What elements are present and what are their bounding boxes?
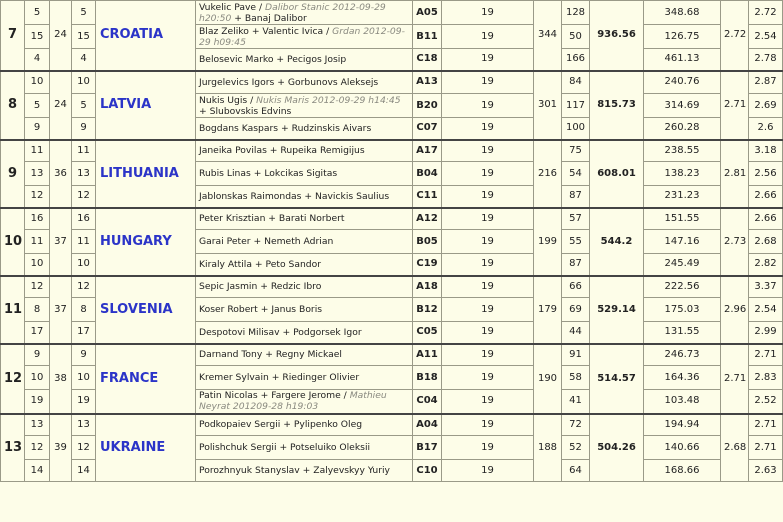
team-name: LATVIA bbox=[96, 71, 196, 140]
team-rank: 13 bbox=[1, 414, 25, 482]
pair-ratio: 3.37 bbox=[749, 276, 783, 298]
pair-seed: 13 bbox=[25, 162, 50, 186]
pair-score: 91 bbox=[562, 344, 590, 366]
pair-seed-2: 11 bbox=[72, 230, 96, 254]
pair-ratio: 2.82 bbox=[749, 254, 783, 276]
results-body bbox=[1, 1, 783, 482]
pair-score: 75 bbox=[562, 140, 590, 162]
pair-seed-2: 13 bbox=[72, 414, 96, 436]
pair-seed-2: 5 bbox=[72, 1, 96, 25]
team-sum: 344 bbox=[534, 1, 562, 71]
players-text: Koser Robert + Janus Boris bbox=[199, 304, 323, 315]
seat-code: A12 bbox=[413, 208, 442, 230]
pair-seed: 4 bbox=[25, 49, 50, 71]
pair-ratio: 2.66 bbox=[749, 186, 783, 208]
pair-points: 140.66 bbox=[644, 436, 721, 460]
pair-ratio: 3.18 bbox=[749, 140, 783, 162]
boards-count: 19 bbox=[442, 140, 534, 162]
team-total: 936.56 bbox=[590, 1, 644, 71]
pair-seed: 12 bbox=[25, 186, 50, 208]
team-sum: 188 bbox=[534, 414, 562, 482]
pair-players bbox=[196, 390, 413, 414]
substitution-note: Mathieu Neyrat 201209-28 h19:03 bbox=[199, 390, 387, 413]
players-text: Kiraly Attila + Peto Sandor bbox=[199, 258, 322, 270]
pair-seed-2: 12 bbox=[72, 436, 96, 460]
pair-score: 50 bbox=[562, 25, 590, 49]
team-rank: 8 bbox=[1, 71, 25, 140]
pair-score: 44 bbox=[562, 322, 590, 344]
pair-seed: 17 bbox=[25, 322, 50, 344]
pair-points: 138.23 bbox=[644, 162, 721, 186]
pair-points: 461.13 bbox=[644, 49, 721, 71]
pair-players bbox=[196, 276, 413, 298]
seat-code: C11 bbox=[413, 186, 442, 208]
boards-count: 19 bbox=[442, 1, 534, 25]
boards-count: 19 bbox=[442, 25, 534, 49]
pair-seed: 8 bbox=[25, 298, 50, 322]
team-bid: 37 bbox=[50, 208, 72, 276]
boards-count: 19 bbox=[442, 162, 534, 186]
pair-seed: 12 bbox=[25, 276, 50, 298]
players-text-2: + Slubovskis Edvins bbox=[199, 105, 292, 117]
pair-players bbox=[196, 162, 413, 186]
team-average: 2.68 bbox=[721, 414, 749, 482]
players-text: Garai Peter + Nemeth Adrian bbox=[199, 236, 334, 247]
pair-seed-2: 17 bbox=[72, 322, 96, 344]
pair-ratio: 2.66 bbox=[749, 208, 783, 230]
pair-ratio: 2.54 bbox=[749, 25, 783, 49]
seat-code: C18 bbox=[413, 49, 442, 71]
players-text: Sepic Jasmin + Redzic Ibro bbox=[199, 281, 322, 293]
seat-code: A17 bbox=[413, 140, 442, 162]
team-rank: 7 bbox=[1, 1, 25, 71]
pair-points: 246.73 bbox=[644, 344, 721, 366]
team-bid: 38 bbox=[50, 344, 72, 414]
seat-code: B05 bbox=[413, 230, 442, 254]
team-total: 504.26 bbox=[590, 414, 644, 482]
team-name: SLOVENIA bbox=[96, 276, 196, 344]
team-total: 815.73 bbox=[590, 71, 644, 140]
team-sum: 199 bbox=[534, 208, 562, 276]
team-total: 514.57 bbox=[590, 344, 644, 414]
pair-ratio: 2.69 bbox=[749, 94, 783, 118]
pair-players bbox=[196, 254, 413, 276]
pair-points: 126.75 bbox=[644, 25, 721, 49]
seat-code: B11 bbox=[413, 25, 442, 49]
pair-score: 128 bbox=[562, 1, 590, 25]
pair-ratio: 2.71 bbox=[749, 414, 783, 436]
pair-points: 348.68 bbox=[644, 1, 721, 25]
seat-code: B18 bbox=[413, 366, 442, 390]
team-average: 2.96 bbox=[721, 276, 749, 344]
players-text-2: + Banaj Dalibor bbox=[231, 12, 307, 24]
team-average: 2.73 bbox=[721, 208, 749, 276]
pair-ratio: 2.6 bbox=[749, 118, 783, 140]
pair-ratio: 2.87 bbox=[749, 71, 783, 94]
pair-score: 55 bbox=[562, 230, 590, 254]
pair-points: 245.49 bbox=[644, 254, 721, 276]
team-name: HUNGARY bbox=[96, 208, 196, 276]
pair-ratio: 2.99 bbox=[749, 322, 783, 344]
pair-score: 66 bbox=[562, 276, 590, 298]
team-total: 529.14 bbox=[590, 276, 644, 344]
boards-count: 19 bbox=[442, 390, 534, 414]
pair-seed-2: 12 bbox=[72, 276, 96, 298]
pair-seed-2: 16 bbox=[72, 208, 96, 230]
pair-score: 58 bbox=[562, 366, 590, 390]
pair-points: 194.94 bbox=[644, 414, 721, 436]
players-text: Polishchuk Sergii + Potseluiko Oleksii bbox=[199, 442, 371, 453]
pair-score: 117 bbox=[562, 94, 590, 118]
substitution-note: Dalibor Stanic 2012-09-29 h20:50 bbox=[199, 1, 386, 24]
boards-count: 19 bbox=[442, 94, 534, 118]
boards-count: 19 bbox=[442, 254, 534, 276]
team-sum: 190 bbox=[534, 344, 562, 414]
boards-count: 19 bbox=[442, 276, 534, 298]
boards-count: 19 bbox=[442, 230, 534, 254]
pair-ratio: 2.52 bbox=[749, 390, 783, 414]
pair-seed: 10 bbox=[25, 71, 50, 94]
pair-players bbox=[196, 436, 413, 460]
pair-points: 314.69 bbox=[644, 94, 721, 118]
pair-players bbox=[196, 118, 413, 140]
seat-code: C04 bbox=[413, 390, 442, 414]
players-text: Vukelic Pave / bbox=[199, 1, 265, 13]
pair-score: 54 bbox=[562, 162, 590, 186]
team-average: 2.81 bbox=[721, 140, 749, 208]
team-name: CROATIA bbox=[96, 1, 196, 71]
team-bid: 39 bbox=[50, 414, 72, 482]
substitution-note: Nukis Maris 2012-09-29 h14:45 bbox=[256, 94, 401, 106]
boards-count: 19 bbox=[442, 322, 534, 344]
pair-seed: 16 bbox=[25, 208, 50, 230]
pair-players bbox=[196, 140, 413, 162]
team-name: LITHUANIA bbox=[96, 140, 196, 208]
pair-players bbox=[196, 25, 413, 49]
players-text: Jablonskas Raimondas + Navickis Saulius bbox=[199, 190, 390, 202]
pair-players bbox=[196, 460, 413, 482]
pair-players bbox=[196, 344, 413, 366]
team-average: 2.71 bbox=[721, 344, 749, 414]
pair-score: 87 bbox=[562, 254, 590, 276]
team-bid: 37 bbox=[50, 276, 72, 344]
pair-points: 131.55 bbox=[644, 322, 721, 344]
pair-points: 168.66 bbox=[644, 460, 721, 482]
seat-code: B04 bbox=[413, 162, 442, 186]
seat-code: A11 bbox=[413, 344, 442, 366]
boards-count: 19 bbox=[442, 460, 534, 482]
table-row bbox=[1, 344, 783, 366]
team-rank: 9 bbox=[1, 140, 25, 208]
pair-seed: 5 bbox=[25, 1, 50, 25]
pair-score: 41 bbox=[562, 390, 590, 414]
pair-seed-2: 10 bbox=[72, 366, 96, 390]
pair-points: 151.55 bbox=[644, 208, 721, 230]
pair-seed-2: 12 bbox=[72, 186, 96, 208]
pair-seed-2: 9 bbox=[72, 118, 96, 140]
team-average: 2.71 bbox=[721, 71, 749, 140]
team-average: 2.72 bbox=[721, 1, 749, 71]
players-text: Bogdans Kaspars + Rudzinskis Aivars bbox=[199, 122, 372, 134]
pair-seed: 10 bbox=[25, 254, 50, 276]
team-rank: 10 bbox=[1, 208, 25, 276]
pair-seed-2: 15 bbox=[72, 25, 96, 49]
pair-score: 52 bbox=[562, 436, 590, 460]
boards-count: 19 bbox=[442, 71, 534, 94]
pair-ratio: 2.71 bbox=[749, 436, 783, 460]
boards-count: 19 bbox=[442, 208, 534, 230]
pair-ratio: 2.71 bbox=[749, 344, 783, 366]
pair-ratio: 2.83 bbox=[749, 366, 783, 390]
team-sum: 179 bbox=[534, 276, 562, 344]
pair-seed-2: 19 bbox=[72, 390, 96, 414]
pair-players bbox=[196, 94, 413, 118]
table-row bbox=[1, 71, 783, 94]
players-text: Peter Krisztian + Barati Norbert bbox=[199, 213, 345, 225]
pair-seed-2: 5 bbox=[72, 94, 96, 118]
pair-points: 231.23 bbox=[644, 186, 721, 208]
boards-count: 19 bbox=[442, 366, 534, 390]
pair-seed-2: 11 bbox=[72, 140, 96, 162]
players-text: Belosevic Marko + Pecigos Josip bbox=[199, 53, 347, 65]
seat-code: C05 bbox=[413, 322, 442, 344]
players-text: Jurgelevics Igors + Gorbunovs Aleksejs bbox=[199, 76, 379, 88]
pair-ratio: 2.78 bbox=[749, 49, 783, 71]
pair-points: 103.48 bbox=[644, 390, 721, 414]
team-total: 608.01 bbox=[590, 140, 644, 208]
pair-ratio: 2.56 bbox=[749, 162, 783, 186]
pair-points: 147.16 bbox=[644, 230, 721, 254]
players-text: Blaz Zeliko + Valentic Ivica / bbox=[199, 25, 333, 37]
team-sum: 216 bbox=[534, 140, 562, 208]
pair-points: 240.76 bbox=[644, 71, 721, 94]
players-text: Janeika Povilas + Rupeika Remigijus bbox=[199, 145, 365, 157]
pair-seed-2: 9 bbox=[72, 344, 96, 366]
seat-code: B20 bbox=[413, 94, 442, 118]
pair-seed-2: 4 bbox=[72, 49, 96, 71]
table-row bbox=[1, 208, 783, 230]
pair-players bbox=[196, 230, 413, 254]
seat-code: C07 bbox=[413, 118, 442, 140]
team-sum: 301 bbox=[534, 71, 562, 140]
pair-players bbox=[196, 49, 413, 71]
players-text: Rubis Linas + Lokcikas Sigitas bbox=[199, 168, 338, 179]
pair-score: 57 bbox=[562, 208, 590, 230]
players-text: Podkopaiev Sergii + Pylipenko Oleg bbox=[199, 419, 363, 431]
seat-code: C19 bbox=[413, 254, 442, 276]
pair-players bbox=[196, 186, 413, 208]
team-bid: 24 bbox=[50, 1, 72, 71]
pair-seed-2: 8 bbox=[72, 298, 96, 322]
pair-seed: 10 bbox=[25, 366, 50, 390]
pair-seed-2: 14 bbox=[72, 460, 96, 482]
seat-code: C10 bbox=[413, 460, 442, 482]
pair-seed: 11 bbox=[25, 140, 50, 162]
pair-players bbox=[196, 414, 413, 436]
table-row bbox=[1, 276, 783, 298]
pair-ratio: 2.63 bbox=[749, 460, 783, 482]
pair-points: 238.55 bbox=[644, 140, 721, 162]
pair-seed: 19 bbox=[25, 390, 50, 414]
pair-seed-2: 10 bbox=[72, 71, 96, 94]
boards-count: 19 bbox=[442, 298, 534, 322]
pair-players bbox=[196, 298, 413, 322]
pair-seed: 11 bbox=[25, 230, 50, 254]
pair-players bbox=[196, 1, 413, 25]
pair-players bbox=[196, 366, 413, 390]
boards-count: 19 bbox=[442, 49, 534, 71]
pair-points: 260.28 bbox=[644, 118, 721, 140]
pair-score: 84 bbox=[562, 71, 590, 94]
seat-code: A04 bbox=[413, 414, 442, 436]
players-text: Despotovi Milisav + Podgorsek Igor bbox=[199, 326, 362, 338]
team-rank: 11 bbox=[1, 276, 25, 344]
pair-ratio: 2.54 bbox=[749, 298, 783, 322]
pair-seed-2: 13 bbox=[72, 162, 96, 186]
substitution-note: Grdan 2012-09-29 h09:45 bbox=[199, 25, 405, 48]
seat-code: A18 bbox=[413, 276, 442, 298]
players-text: Nukis Ugis / bbox=[199, 94, 257, 106]
seat-code: B12 bbox=[413, 298, 442, 322]
boards-count: 19 bbox=[442, 186, 534, 208]
pair-seed: 13 bbox=[25, 414, 50, 436]
pair-seed: 12 bbox=[25, 436, 50, 460]
pair-seed-2: 10 bbox=[72, 254, 96, 276]
players-text: Darnand Tony + Regny Mickael bbox=[199, 349, 342, 361]
pair-score: 69 bbox=[562, 298, 590, 322]
pair-score: 166 bbox=[562, 49, 590, 71]
team-rank: 12 bbox=[1, 344, 25, 414]
pair-points: 222.56 bbox=[644, 276, 721, 298]
team-total: 544.2 bbox=[590, 208, 644, 276]
team-bid: 24 bbox=[50, 71, 72, 140]
pair-players bbox=[196, 322, 413, 344]
boards-count: 19 bbox=[442, 118, 534, 140]
pair-points: 175.03 bbox=[644, 298, 721, 322]
players-text: Porozhnyuk Stanyslav + Zalyevskyy Yuriy bbox=[199, 465, 390, 476]
pair-seed: 14 bbox=[25, 460, 50, 482]
pair-seed: 9 bbox=[25, 118, 50, 140]
table-row bbox=[1, 414, 783, 436]
pair-seed: 15 bbox=[25, 25, 50, 49]
pair-score: 100 bbox=[562, 118, 590, 140]
players-text: Patin Nicolas + Fargere Jerome / bbox=[199, 390, 350, 402]
boards-count: 19 bbox=[442, 414, 534, 436]
pair-points: 164.36 bbox=[644, 366, 721, 390]
team-name: UKRAINE bbox=[96, 414, 196, 482]
boards-count: 19 bbox=[442, 344, 534, 366]
pair-score: 72 bbox=[562, 414, 590, 436]
seat-code: B17 bbox=[413, 436, 442, 460]
pair-seed: 9 bbox=[25, 344, 50, 366]
table-row bbox=[1, 1, 783, 25]
pair-seed: 5 bbox=[25, 94, 50, 118]
seat-code: A05 bbox=[413, 1, 442, 25]
players-text: Kremer Sylvain + Riedinger Olivier bbox=[199, 372, 360, 383]
pair-players bbox=[196, 71, 413, 94]
pair-ratio: 2.72 bbox=[749, 1, 783, 25]
team-name: FRANCE bbox=[96, 344, 196, 414]
team-bid: 36 bbox=[50, 140, 72, 208]
pair-score: 87 bbox=[562, 186, 590, 208]
pair-score: 64 bbox=[562, 460, 590, 482]
table-row bbox=[1, 140, 783, 162]
seat-code: A13 bbox=[413, 71, 442, 94]
pair-ratio: 2.68 bbox=[749, 230, 783, 254]
boards-count: 19 bbox=[442, 436, 534, 460]
pair-players bbox=[196, 208, 413, 230]
